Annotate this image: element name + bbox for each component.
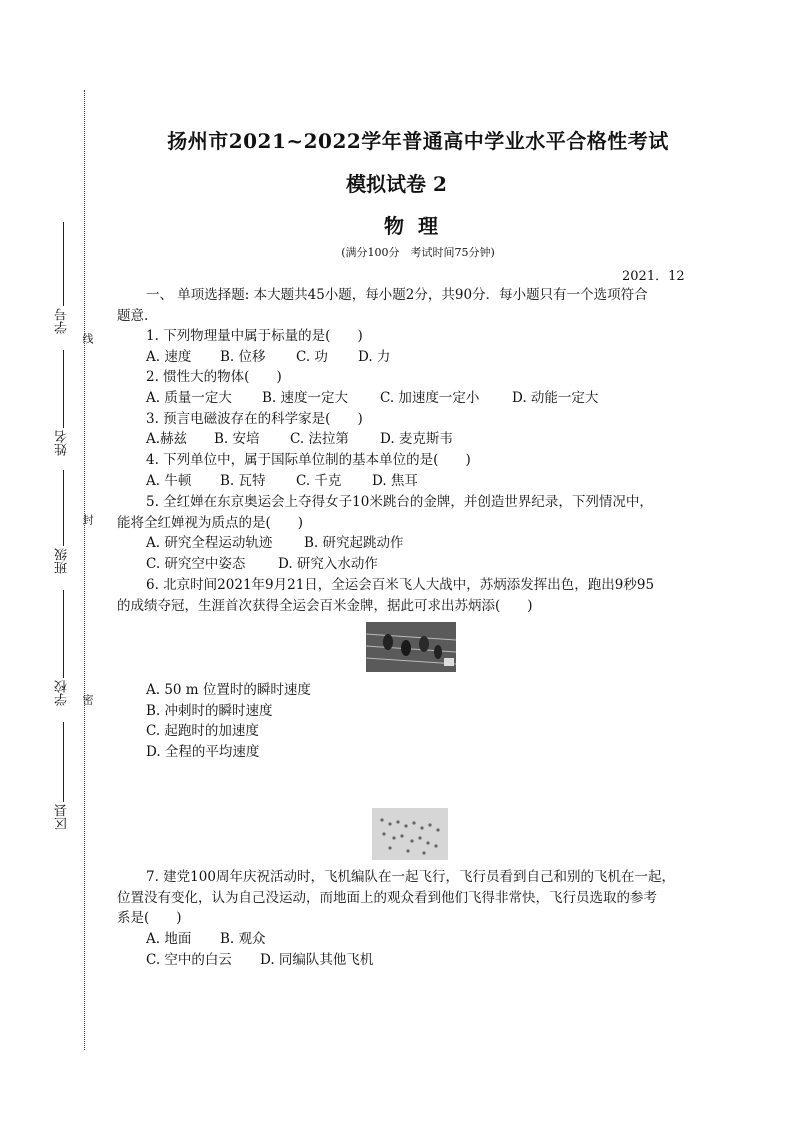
binding-mark-close: 密 [81,694,94,705]
exam-title: 扬州市2021~2022学年普通高中学业水平合格性考试 [167,129,669,153]
option[interactable]: C. 功 [296,349,328,365]
district-label: 区县 [55,804,70,830]
option[interactable]: C. 研究空中姿态 [146,556,246,572]
question-6-option-a[interactable]: A. 50 m 位置时的瞬时速度 [146,682,311,698]
option[interactable]: D. 研究入水动作 [278,556,378,572]
option[interactable]: B. 安培 [214,431,260,447]
question-6-option-b[interactable]: B. 冲刺时的瞬时速度 [146,703,273,719]
name-label: 姓名 [55,430,70,456]
option[interactable]: C. 法拉第 [290,431,349,447]
exam-subtitle: 模拟试卷 2 [346,172,447,196]
question-7-stem-cont: 位置没有变化，认为自己没运动，而地面上的观众看到他们飞得非常快，飞行员选取的参考 [117,890,657,906]
question-2-stem: 2. 惯性大的物体( ) [146,369,282,385]
class-blank[interactable] [63,470,64,546]
question-6-stem-cont: 的成绩夺冠，生涯首次获得全运会百米金牌，据此可求出苏炳添( ) [117,598,533,614]
question-5-stem: 5. 全红婵在东京奥运会上夺得女子10米跳台的金牌，并创造世界纪录，下列情况中， [146,494,653,510]
question-3-stem: 3. 预言电磁波存在的科学家是( ) [146,411,363,427]
option[interactable]: B. 位移 [220,349,266,365]
question-7-stem: 7. 建党100周年庆祝活动时，飞机编队在一起飞行，飞行员看到自己和别的飞机在一起， [146,869,675,885]
aircraft-formation-photo [372,808,448,860]
class-label: 班级 [55,548,70,574]
option[interactable]: A.赫兹 [146,431,188,447]
option[interactable]: A. 地面 [146,931,192,947]
question-4-stem: 4. 下列单位中，属于国际单位制的基本单位的是( ) [146,452,471,468]
subject-title: 物理 [384,214,452,238]
section-heading: 一、 单项选择题: 本大题共45小题，每小题2分，共90分．每小题只有一个选项符合 [146,287,648,303]
option[interactable]: D. 同编队其他飞机 [260,952,374,968]
exam-date: 2021．12 [622,269,685,284]
sprint-race-photo [366,622,456,672]
question-5-stem-cont: 能将全红婵视为质点的是( ) [117,515,304,531]
option[interactable]: A. 质量一定大 [146,390,232,406]
option[interactable]: B. 观众 [220,931,266,947]
school-label: 学校 [55,680,70,706]
student-id-label: 学号 [55,308,70,334]
question-1-options [146,347,390,367]
option[interactable]: C. 加速度一定小 [380,390,480,406]
option[interactable]: A. 速度 [146,349,192,365]
school-blank[interactable] [63,590,64,678]
option[interactable]: B. 速度一定大 [262,390,349,406]
question-5-options-row1 [146,533,404,553]
sprint-race-photo-art [366,622,456,672]
binding-mark-seal: 封 [81,514,94,525]
question-7-options-row1 [146,929,266,949]
exam-info: (满分100分 考试时间75分钟) [341,246,495,259]
section-heading-cont: 题意. [117,308,149,324]
question-4-options [146,471,418,491]
option[interactable]: D. 力 [358,349,391,365]
binding-mark-line: 线 [81,333,94,344]
aircraft-formation-photo-art [372,808,448,860]
option[interactable]: C. 空中的白云 [146,952,232,968]
option[interactable]: B. 瓦特 [220,473,266,489]
question-6-option-d[interactable]: D. 全程的平均速度 [146,744,260,760]
option[interactable]: D. 动能一定大 [512,390,599,406]
option[interactable]: D. 焦耳 [372,473,418,489]
question-6-stem: 6. 北京时间2021年9月21日，全运会百米飞人大战中，苏炳添发挥出色，跑出9秒95 [146,577,655,593]
question-3-options [146,429,453,449]
question-6-option-c[interactable]: C. 起跑时的加速度 [146,723,259,739]
option[interactable]: B. 研究起跳动作 [304,535,404,551]
question-2-options [146,388,598,408]
question-7-options-row2 [146,950,373,970]
question-7-stem-cont2: 系是( ) [117,910,182,926]
district-blank[interactable] [63,722,64,802]
option[interactable]: C. 千克 [296,473,342,489]
name-blank[interactable] [63,350,64,428]
option[interactable]: A. 牛顿 [146,473,192,489]
option[interactable]: A. 研究全程运动轨迹 [146,535,273,551]
option[interactable]: D. 麦克斯韦 [380,431,453,447]
question-5-options-row2 [146,554,378,574]
question-1-stem: 1. 下列物理量中属于标量的是( ) [146,328,363,344]
